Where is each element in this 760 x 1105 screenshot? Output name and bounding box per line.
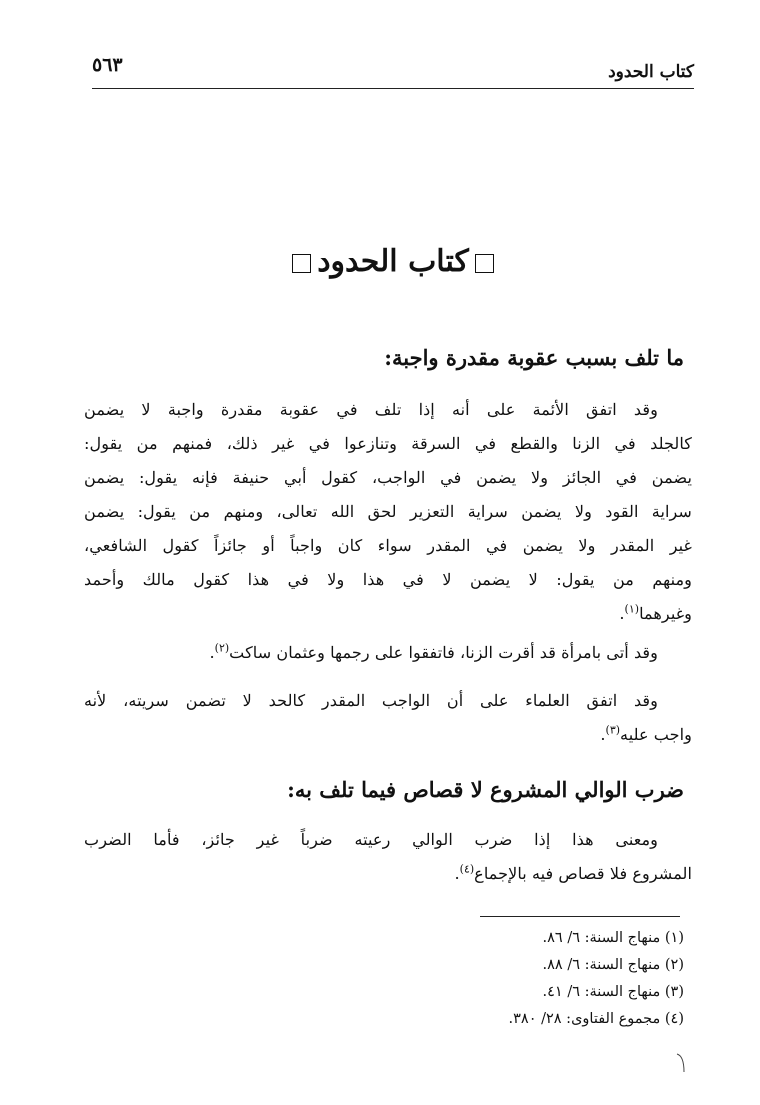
- paragraph-line: ومعنى هذا إذا ضرب الوالي رعيته ضرباً غير جائز، فأما الضرب: [84, 830, 658, 849]
- paragraph-line: وغيرهما$^{(١)}$.: [619, 602, 692, 623]
- footnote-ref-4: (٤): [459, 862, 475, 876]
- footnote-ref-2: (٢): [214, 641, 230, 655]
- paragraph-line: وقد أتى بامرأة قد أقرت الزنا، فاتفقوا على رجمها وعثمان ساكت$^{(٢)}$.: [209, 641, 658, 662]
- paragraph-line: وقد اتفق الأئمة على أنه إذا تلف في عقوبة مقدرة واجبة لا يضمن: [84, 400, 658, 419]
- footnote-3: (٣) منهاج السنة: ٦/ ٤١.: [542, 984, 684, 1000]
- paragraph-line: وقد اتفق العلماء على أن الواجب المقدر كالحد لا تضمن سريته، لأنه: [84, 691, 658, 710]
- page-corner-mark: [676, 1052, 686, 1074]
- paragraph-3: [84, 684, 692, 752]
- footnote-4: (٤) مجموع الفتاوى: ٢٨/ ٣٨٠.: [508, 1011, 684, 1027]
- footnote-ref-1: (١): [624, 602, 640, 616]
- paragraph-line: كالجلد في الزنا والقطع في السرقة وتنازعوا في غير ذلك، فمنهم من يقول:: [84, 434, 692, 453]
- paragraph-text: وقد أتى بامرأة قد أقرت الزنا، فاتفقوا على رجمها وعثمان ساكت: [229, 643, 658, 662]
- ornament-box-left: [292, 254, 311, 273]
- footnote-rule: [480, 916, 680, 917]
- page-number: ٥٦٣: [92, 54, 123, 76]
- footnote-2: (٢) منهاج السنة: ٦/ ٨٨.: [542, 957, 684, 973]
- paragraph-line: يضمن في الجائز ولا يضمن في الواجب، كقول أبي حنيفة فإنه يقول: يضمن: [84, 468, 692, 487]
- footnote-1: (١) منهاج السنة: ٦/ ٨٦.: [542, 930, 684, 946]
- ornament-box-right: [475, 254, 494, 273]
- paragraph-line: واجب عليه$^{(٣)}$.: [600, 723, 692, 744]
- paragraph-2: [84, 636, 692, 670]
- paragraph-line: ومنهم من يقول: لا يضمن لا في هذا ولا في هذا كقول مالك وأحمد: [84, 570, 692, 589]
- paragraph-line: سراية القود ولا يضمن سراية التعزير لحق الله تعالى، ومنهم من يقول: يضمن: [84, 502, 692, 521]
- paragraph-text: المشروع فلا قصاص فيه بالإجماع: [474, 864, 692, 883]
- section-heading-1: ما تلف بسبب عقوبة مقدرة واجبة:: [384, 345, 684, 370]
- paragraph-line: المشروع فلا قصاص فيه بالإجماع$^{(٤)}$.: [454, 862, 692, 883]
- paragraph-text: وغيرهما: [639, 604, 692, 623]
- header-rule: [92, 88, 694, 89]
- paragraph-4: [84, 823, 692, 891]
- paragraph-1: [84, 393, 692, 631]
- section-heading-2: ضرب الوالي المشروع لا قصاص فيما تلف به:: [287, 777, 684, 802]
- paragraph-line: غير المقدر ولا يضمن في المقدر سواء كان واجباً أو جائزاً كقول الشافعي،: [84, 536, 692, 555]
- book-title: [92, 244, 694, 279]
- paragraph-text: واجب عليه: [620, 725, 692, 744]
- book-title-text: كتاب الحدود: [317, 244, 469, 279]
- footnote-ref-3: (٣): [605, 723, 621, 737]
- running-header-title: كتاب الحدود: [608, 62, 694, 82]
